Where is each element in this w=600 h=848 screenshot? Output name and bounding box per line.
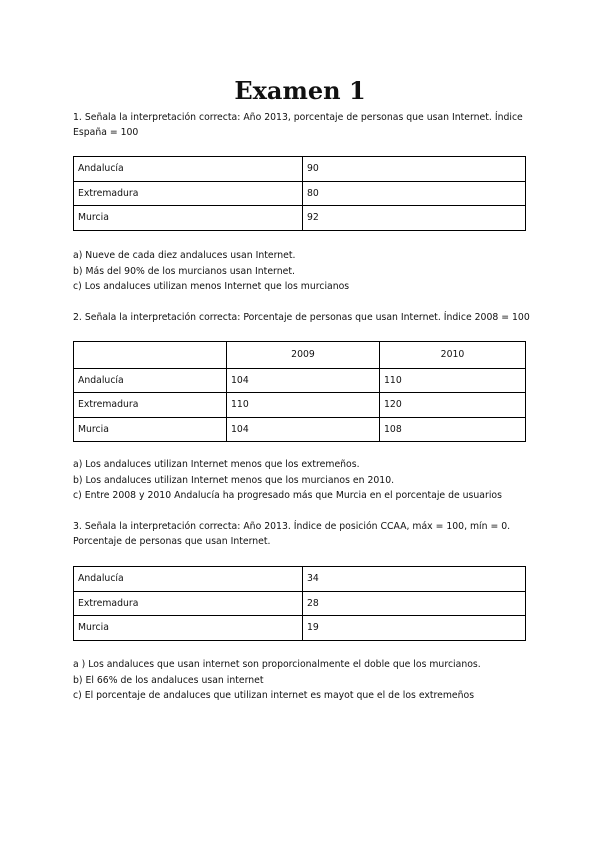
- question-1-table: [73, 156, 526, 231]
- table-row: [74, 567, 526, 592]
- table-row: [74, 616, 526, 641]
- question-1-prompt: 1. Señala la interpretación correcta: Año 2013, porcentaje de personas que usan Internet. Índice España = 100: [73, 112, 523, 138]
- column-header: 2009: [227, 342, 380, 369]
- question-3-prompt: 3. Señala la interpretación correcta: Año 2013. Índice de posición CCAA, máx = 100, mín = 0. Porcentaje de personas que usan Internet.: [73, 521, 511, 547]
- question-2-options: [73, 457, 543, 504]
- region-cell: Murcia: [74, 616, 303, 641]
- question-3-table: [73, 566, 526, 641]
- table-row: [74, 181, 526, 206]
- table-row: [74, 206, 526, 231]
- value-cell: 110: [227, 393, 380, 418]
- table-row: [74, 417, 526, 442]
- table-row: [74, 591, 526, 616]
- page-title: Examen 1: [234, 76, 366, 105]
- option-b: b) Más del 90% de los murcianos usan Internet.: [73, 265, 295, 277]
- option-c: c) Entre 2008 y 2010 Andalucía ha progresado más que Murcia en el porcentaje de usuarios: [73, 490, 502, 501]
- value-cell: 28: [303, 591, 526, 616]
- table-header-row: [74, 342, 526, 369]
- question-2-prompt: 2. Señala la interpretación correcta: Porcentaje de personas que usan Internet. Índice 2008 = 100: [73, 312, 530, 323]
- region-cell: Andalucía: [74, 368, 227, 393]
- table-row: [74, 157, 526, 182]
- column-header: 2010: [380, 342, 526, 369]
- region-cell: Andalucía: [74, 567, 303, 592]
- value-cell: 19: [303, 616, 526, 641]
- value-cell: 90: [303, 157, 526, 182]
- region-cell: Extremadura: [74, 591, 303, 616]
- region-cell: Extremadura: [74, 181, 303, 206]
- region-cell: Extremadura: [74, 393, 227, 418]
- question-1-options: [73, 248, 543, 295]
- empty-header-cell: [74, 342, 227, 369]
- value-cell: 120: [380, 393, 526, 418]
- option-c: c) Los andaluces utilizan menos Internet que los murcianos: [73, 281, 350, 292]
- option-a: a) Nueve de cada diez andaluces usan Internet.: [73, 250, 296, 261]
- value-cell: 104: [227, 368, 380, 393]
- question-3-options: [73, 657, 543, 704]
- option-a: a) Los andaluces utilizan Internet menos que los extremeños.: [73, 459, 360, 470]
- region-cell: Andalucía: [74, 157, 303, 182]
- region-cell: Murcia: [74, 417, 227, 442]
- option-c: c) El porcentaje de andaluces que utilizan internet es mayot que el de los extremeños: [73, 690, 475, 701]
- table-row: [74, 393, 526, 418]
- question-2-table: [73, 341, 526, 442]
- option-b: b) El 66% de los andaluces usan internet: [73, 674, 264, 686]
- table-row: [74, 368, 526, 393]
- value-cell: 80: [303, 181, 526, 206]
- option-b: b) Los andaluces utilizan Internet menos que los murcianos en 2010.: [73, 474, 395, 486]
- value-cell: 104: [227, 417, 380, 442]
- value-cell: 34: [303, 567, 526, 592]
- value-cell: 108: [380, 417, 526, 442]
- region-cell: Murcia: [74, 206, 303, 231]
- option-a: a ) Los andaluces que usan internet son proporcionalmente el doble que los murcianos.: [73, 659, 481, 670]
- value-cell: 110: [380, 368, 526, 393]
- value-cell: 92: [303, 206, 526, 231]
